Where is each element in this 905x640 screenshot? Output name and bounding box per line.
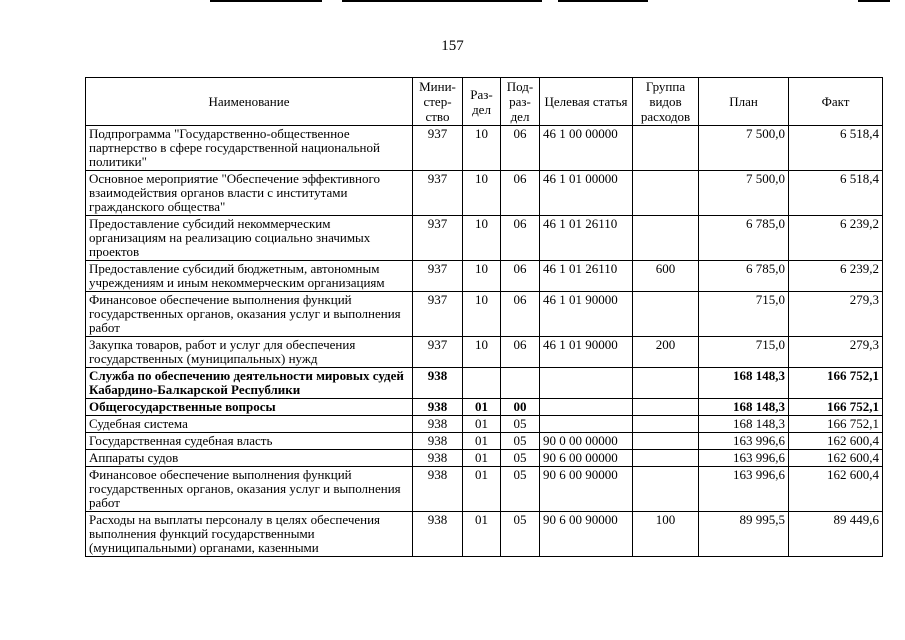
cell-ministry: 938 bbox=[413, 512, 463, 557]
cell-section: 01 bbox=[463, 512, 501, 557]
cell-target bbox=[540, 416, 633, 433]
header-subsection: Под-раз-дел bbox=[501, 78, 540, 126]
cell-plan: 715,0 bbox=[699, 292, 789, 337]
cell-group: 200 bbox=[633, 337, 699, 368]
cell-name: Закупка товаров, работ и услуг для обеспечения государственных (муниципальных) нужд bbox=[86, 337, 413, 368]
cell-section: 10 bbox=[463, 126, 501, 171]
cell-ministry: 937 bbox=[413, 337, 463, 368]
cell-section: 01 bbox=[463, 433, 501, 450]
cell-section: 10 bbox=[463, 337, 501, 368]
cell-ministry: 937 bbox=[413, 126, 463, 171]
table-row bbox=[86, 368, 883, 399]
top-rule-right bbox=[558, 0, 648, 2]
header-fact: Факт bbox=[789, 78, 883, 126]
cell-plan: 89 995,5 bbox=[699, 512, 789, 557]
cell-group bbox=[633, 467, 699, 512]
cell-section bbox=[463, 368, 501, 399]
cell-target bbox=[540, 399, 633, 416]
cell-group bbox=[633, 368, 699, 399]
cell-subsection: 05 bbox=[501, 467, 540, 512]
cell-fact: 166 752,1 bbox=[789, 416, 883, 433]
cell-fact: 162 600,4 bbox=[789, 450, 883, 467]
cell-section: 01 bbox=[463, 450, 501, 467]
cell-group bbox=[633, 216, 699, 261]
table-row bbox=[86, 399, 883, 416]
cell-ministry: 937 bbox=[413, 261, 463, 292]
header-group: Группа видов расходов bbox=[633, 78, 699, 126]
cell-fact: 6 239,2 bbox=[789, 261, 883, 292]
cell-group: 100 bbox=[633, 512, 699, 557]
table-row bbox=[86, 512, 883, 557]
table-header-row bbox=[86, 78, 883, 126]
budget-table bbox=[85, 77, 883, 557]
table-row bbox=[86, 433, 883, 450]
cell-ministry: 938 bbox=[413, 433, 463, 450]
cell-group bbox=[633, 292, 699, 337]
cell-section: 01 bbox=[463, 467, 501, 512]
table-row bbox=[86, 171, 883, 216]
cell-subsection: 00 bbox=[501, 399, 540, 416]
cell-name: Предоставление субсидий бюджетным, автономным учреждениям и иным некоммерческим организациям bbox=[86, 261, 413, 292]
cell-target: 46 1 01 90000 bbox=[540, 292, 633, 337]
cell-group bbox=[633, 399, 699, 416]
cell-name: Финансовое обеспечение выполнения функций государственных органов, оказания услуг и выполнения работ bbox=[86, 292, 413, 337]
cell-plan: 7 500,0 bbox=[699, 171, 789, 216]
table-row bbox=[86, 126, 883, 171]
cell-target bbox=[540, 368, 633, 399]
header-target: Целевая статья bbox=[540, 78, 633, 126]
cell-fact: 166 752,1 bbox=[789, 399, 883, 416]
cell-fact: 279,3 bbox=[789, 292, 883, 337]
cell-target: 90 0 00 00000 bbox=[540, 433, 633, 450]
cell-fact: 6 518,4 bbox=[789, 126, 883, 171]
cell-fact: 279,3 bbox=[789, 337, 883, 368]
cell-fact: 6 239,2 bbox=[789, 216, 883, 261]
cell-target: 90 6 00 90000 bbox=[540, 467, 633, 512]
cell-target: 46 1 01 26110 bbox=[540, 261, 633, 292]
cell-group bbox=[633, 416, 699, 433]
table-row bbox=[86, 450, 883, 467]
table-row bbox=[86, 216, 883, 261]
cell-plan: 715,0 bbox=[699, 337, 789, 368]
cell-plan: 163 996,6 bbox=[699, 450, 789, 467]
cell-fact: 89 449,6 bbox=[789, 512, 883, 557]
cell-ministry: 937 bbox=[413, 171, 463, 216]
cell-ministry: 938 bbox=[413, 399, 463, 416]
cell-target: 90 6 00 90000 bbox=[540, 512, 633, 557]
cell-section: 01 bbox=[463, 399, 501, 416]
cell-plan: 6 785,0 bbox=[699, 261, 789, 292]
cell-plan: 168 148,3 bbox=[699, 399, 789, 416]
cell-section: 10 bbox=[463, 292, 501, 337]
cell-section: 10 bbox=[463, 171, 501, 216]
cell-name: Подпрограмма "Государственно-общественное партнерство в сфере государственной национальной политики" bbox=[86, 126, 413, 171]
cell-subsection: 06 bbox=[501, 292, 540, 337]
cell-target: 46 1 01 26110 bbox=[540, 216, 633, 261]
top-rule-middle bbox=[342, 0, 542, 2]
cell-target: 46 1 00 00000 bbox=[540, 126, 633, 171]
cell-target: 46 1 01 00000 bbox=[540, 171, 633, 216]
cell-name: Финансовое обеспечение выполнения функций государственных органов, оказания услуг и выполнения работ bbox=[86, 467, 413, 512]
cell-fact: 162 600,4 bbox=[789, 433, 883, 450]
header-plan: План bbox=[699, 78, 789, 126]
cell-subsection: 05 bbox=[501, 450, 540, 467]
cell-plan: 7 500,0 bbox=[699, 126, 789, 171]
cell-subsection: 06 bbox=[501, 171, 540, 216]
cell-name: Расходы на выплаты персоналу в целях обеспечения выполнения функций государственными (муниципальными) органами, казенными bbox=[86, 512, 413, 557]
top-rule-far-right bbox=[858, 0, 890, 2]
top-rule-left bbox=[210, 0, 322, 2]
cell-subsection: 06 bbox=[501, 261, 540, 292]
cell-subsection bbox=[501, 368, 540, 399]
table-row bbox=[86, 467, 883, 512]
header-section: Раз-дел bbox=[463, 78, 501, 126]
table-row bbox=[86, 292, 883, 337]
cell-ministry: 938 bbox=[413, 416, 463, 433]
cell-subsection: 06 bbox=[501, 337, 540, 368]
cell-name: Основное мероприятие "Обеспечение эффективного взаимодействия органов власти с институтами гражданского общества" bbox=[86, 171, 413, 216]
table-row bbox=[86, 261, 883, 292]
cell-ministry: 938 bbox=[413, 467, 463, 512]
cell-group bbox=[633, 126, 699, 171]
cell-plan: 163 996,6 bbox=[699, 467, 789, 512]
cell-plan: 168 148,3 bbox=[699, 368, 789, 399]
cell-fact: 6 518,4 bbox=[789, 171, 883, 216]
cell-section: 10 bbox=[463, 261, 501, 292]
cell-target: 90 6 00 00000 bbox=[540, 450, 633, 467]
cell-group bbox=[633, 171, 699, 216]
cell-section: 10 bbox=[463, 216, 501, 261]
cell-plan: 6 785,0 bbox=[699, 216, 789, 261]
cell-section: 01 bbox=[463, 416, 501, 433]
cell-subsection: 05 bbox=[501, 512, 540, 557]
cell-name: Судебная система bbox=[86, 416, 413, 433]
cell-subsection: 05 bbox=[501, 416, 540, 433]
cell-plan: 163 996,6 bbox=[699, 433, 789, 450]
cell-group: 600 bbox=[633, 261, 699, 292]
cell-ministry: 938 bbox=[413, 368, 463, 399]
cell-group bbox=[633, 433, 699, 450]
cell-name: Общегосударственные вопросы bbox=[86, 399, 413, 416]
cell-subsection: 06 bbox=[501, 216, 540, 261]
cell-name: Аппараты судов bbox=[86, 450, 413, 467]
cell-name: Государственная судебная власть bbox=[86, 433, 413, 450]
cell-name: Служба по обеспечению деятельности мировых судей Кабардино-Балкарской Республики bbox=[86, 368, 413, 399]
cell-subsection: 06 bbox=[501, 126, 540, 171]
cell-name: Предоставление субсидий некоммерческим организациям на реализацию социально значимых проектов bbox=[86, 216, 413, 261]
header-ministry: Мини-стер-ство bbox=[413, 78, 463, 126]
cell-ministry: 938 bbox=[413, 450, 463, 467]
cell-ministry: 937 bbox=[413, 292, 463, 337]
page-number: 157 bbox=[441, 38, 464, 54]
header-name: Наименование bbox=[86, 78, 413, 126]
cell-target: 46 1 01 90000 bbox=[540, 337, 633, 368]
cell-fact: 166 752,1 bbox=[789, 368, 883, 399]
cell-ministry: 937 bbox=[413, 216, 463, 261]
table-row bbox=[86, 416, 883, 433]
cell-subsection: 05 bbox=[501, 433, 540, 450]
table-row bbox=[86, 337, 883, 368]
cell-group bbox=[633, 450, 699, 467]
cell-plan: 168 148,3 bbox=[699, 416, 789, 433]
cell-fact: 162 600,4 bbox=[789, 467, 883, 512]
